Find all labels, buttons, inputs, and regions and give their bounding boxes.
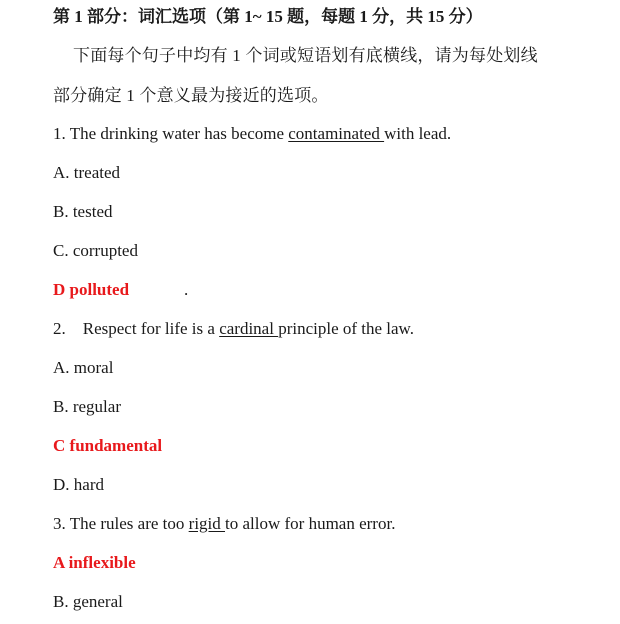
question-3-underlined: rigid: [188, 514, 226, 533]
question-2-stem: [53, 318, 610, 340]
instructions-line-1: 下面每个句子中均有 1 个词或短语划有底横线，请为每处划线: [73, 46, 538, 65]
question-3-answer: A inflexible: [53, 553, 136, 572]
question-1-option-b: B. tested: [53, 202, 113, 221]
question-3-stem: [53, 513, 610, 535]
question-3-option-b: B. general: [53, 592, 123, 611]
section-title: 第 1 部分：词汇选项（第 1~ 15 题，每题 1 分，共 15 分）: [53, 7, 483, 26]
question-1-underlined: contaminated: [288, 124, 385, 143]
question-1-stem-after: with lead.: [384, 124, 452, 143]
question-1-answer: D polluted: [53, 280, 130, 299]
question-2-option-b: B. regular: [53, 397, 121, 416]
question-2-stem-after: principle of the law.: [278, 319, 414, 338]
question-1-stem-before: 1. The drinking water has become: [53, 124, 289, 143]
question-1-option-c: C. corrupted: [53, 241, 138, 260]
question-2-option-d: D. hard: [53, 475, 104, 494]
question-1-option-a: A. treated: [53, 163, 121, 182]
question-2-answer: C fundamental: [53, 436, 163, 455]
question-1-stem: [53, 123, 610, 145]
question-1-trailing-dot: .: [184, 280, 189, 299]
question-1-option-d: [53, 279, 610, 301]
question-3-stem-after: to allow for human error.: [225, 514, 396, 533]
instructions-line-2: 部分确定 1 个意义最为接近的选项。: [53, 86, 329, 105]
question-2-option-a: A. moral: [53, 358, 114, 377]
question-3-stem-before: 3. The rules are too: [53, 514, 189, 533]
question-2-underlined: cardinal: [219, 319, 279, 338]
question-2-stem-before: 2. Respect for life is a: [53, 319, 220, 338]
